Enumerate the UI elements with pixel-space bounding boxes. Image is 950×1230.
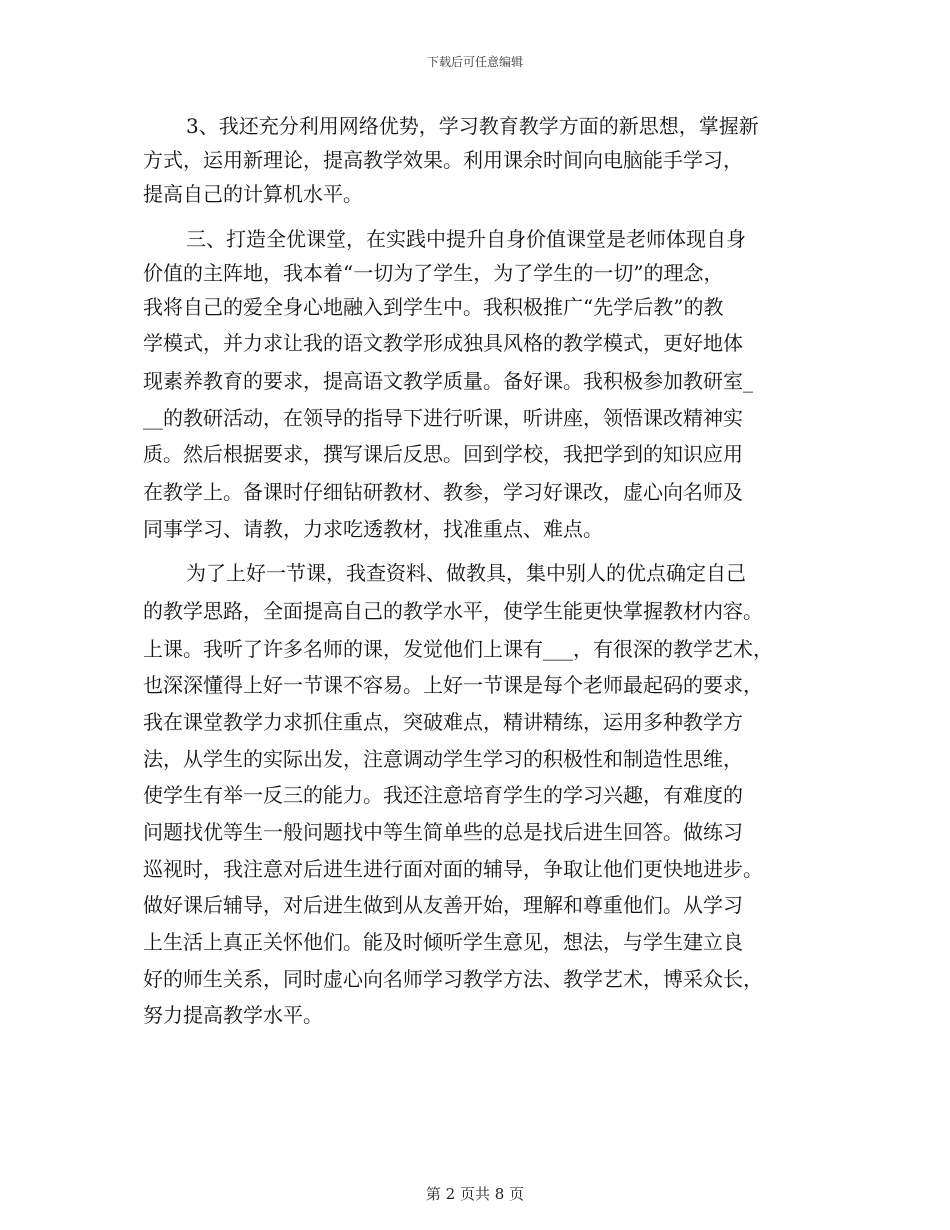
text-line: 现素养教育的要求，提高语文教学质量。备好课。我积极参加教研室_	[143, 369, 753, 393]
text-line: 价值的主阵地，我本着“一切为了学生，为了学生的一切”的理念，	[143, 261, 724, 285]
text-line: 提高自己的计算机水平。	[143, 182, 363, 206]
text-line: 学模式，并力求让我的语文教学形成独具风格的教学模式，更好地体	[143, 331, 743, 355]
text-line: 三、打造全优课堂，在实践中提升自身价值课堂是老师体现自身	[186, 227, 746, 251]
text-line: 做好课后辅导，对后进生做到从友善开始，理解和尊重他们。从学习	[143, 893, 743, 917]
text-line: 问题找优等生一般问题找中等生简单些的总是找后进生回答。做练习	[143, 820, 743, 844]
text-line: 的教学思路，全面提高自己的教学水平，使学生能更快掌握教材内容。	[143, 599, 763, 623]
page-header: 下载后可任意编辑	[426, 55, 523, 69]
text-line: 努力提高教学水平。	[143, 1003, 323, 1027]
text-line: 在教学上。备课时仔细钻研教材、教参，学习好课改，虚心向名师及	[143, 480, 743, 504]
text-line: 上生活上真正关怀他们。能及时倾听学生意见，想法，与学生建立良	[143, 930, 743, 954]
text-line: 同事学习、请教，力求吃透教材，找准重点、难点。	[143, 517, 603, 541]
text-line: 方式，运用新理论，提高教学效果。利用课余时间向电脑能手学习，	[143, 148, 743, 172]
text-line: 也深深懂得上好一节课不容易。上好一节课是每个老师最起码的要求，	[143, 673, 763, 697]
text-line: 3、我还充分利用网络优势，学习教育教学方面的新思想，掌握新	[186, 114, 759, 138]
text-line: __的教研活动，在领导的指导下进行听课，听讲座，领悟课改精神实	[143, 406, 743, 430]
page-footer: 第 2 页共 8 页	[425, 1185, 525, 1203]
text-line: 我在课堂教学力求抓住重点，突破难点，精讲精练，运用多种教学方	[143, 710, 743, 734]
text-line: 法，从学生的实际出发，注意调动学生学习的积极性和制造性思维，	[143, 747, 743, 771]
text-line: 我将自己的爱全身心地融入到学生中。我积极推广“先学后教”的教	[143, 295, 724, 319]
text-line: 好的师生关系，同时虚心向名师学习教学方法、教学艺术，博采众长，	[143, 967, 763, 991]
text-line: 巡视时，我注意对后进生进行面对面的辅导，争取让他们更快地进步。	[143, 857, 763, 881]
text-line: 为了上好一节课，我查资料、做教具，集中别人的优点确定自己	[186, 561, 746, 585]
text-line: 上课。我听了许多名师的课，发觉他们上课有___，有很深的教学艺术，	[143, 637, 773, 661]
text-line: 使学生有举一反三的能力。我还注意培育学生的学习兴趣，有难度的	[143, 783, 743, 807]
text-line: 质。然后根据要求，撰写课后反思。回到学校，我把学到的知识应用	[143, 442, 743, 466]
